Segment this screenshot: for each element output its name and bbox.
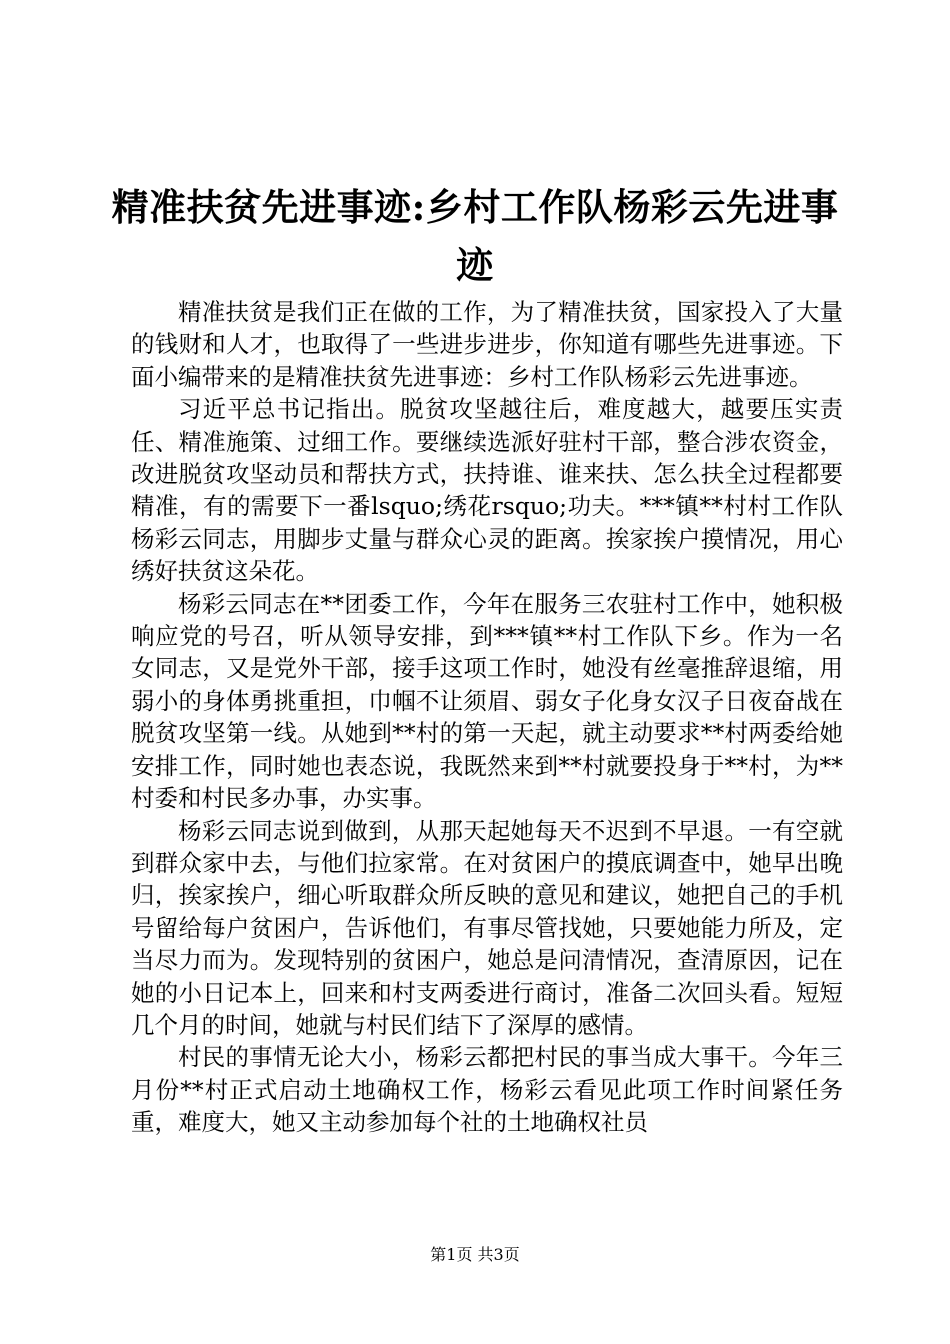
document-title: 精准扶贫先进事迹:乡村工作队杨彩云先进事迹 xyxy=(111,185,839,287)
paragraph-background: 杨彩云同志在**团委工作，今年在服务三农驻村工作中，她积极响应党的号召，听从领导安排，到***镇**村工作队下乡。作为一名女同志，又是党外干部，接手这项工作时，她没有丝毫推辞退缩，用弱小的身体勇挑重担，巾帼不让须眉、弱女子化身女汉子日夜奋战在脱贫攻坚第一线。从她到**村的第一天起，就主动要求**村两委给她安排工作，同时她也表态说，我既然来到**村就要投身于**村，为**村委和村民多办事，办实事。 xyxy=(131,589,843,813)
page-number: 第1页 共3页 xyxy=(430,1245,520,1264)
document-body xyxy=(131,296,843,1139)
paragraph-quote: 习近平总书记指出。脱贫攻坚越往后，难度越大，越要压实责任、精准施策、过细工作。要继续选派好驻村干部，整合涉农资金，改进脱贫攻坚动员和帮扶方式，扶持谁、谁来扶、怎么扶全过程都要精准，有的需要下一番lsquo;绣花rsquo;功夫。***镇**村村工作队杨彩云同志，用脚步丈量与群众心灵的距离。挨家挨户摸情况，用心绣好扶贫这朵花。 xyxy=(131,395,843,586)
page-footer xyxy=(0,1244,950,1266)
paragraph-fieldwork: 杨彩云同志说到做到，从那天起她每天不迟到不早退。一有空就到群众家中去，与他们拉家常。在对贫困户的摸底调查中，她早出晚归，挨家挨户，细心听取群众所反映的意见和建议，她把自己的手机号留给每户贫困户，告诉他们，有事尽管找她，只要她能力所及，定当尽力而为。发现特别的贫困户，她总是问清情况，查清原因，记在她的小日记本上，回来和村支两委进行商讨，准备二次回头看。短短几个月的时间，她就与村民们结下了深厚的感情。 xyxy=(131,816,843,1039)
paragraph-land-rights: 村民的事情无论大小，杨彩云都把村民的事当成大事干。今年三月份**村正式启动土地确权工作，杨彩云看见此项工作时间紧任务重，难度大，她又主动参加每个社的土地确权社员 xyxy=(131,1043,843,1137)
paragraph-intro: 精准扶贫是我们正在做的工作，为了精准扶贫，国家投入了大量的钱财和人才，也取得了一些进步进步，你知道有哪些先进事迹。下面小编带来的是精准扶贫先进事迹：乡村工作队杨彩云先进事迹。 xyxy=(131,298,843,391)
